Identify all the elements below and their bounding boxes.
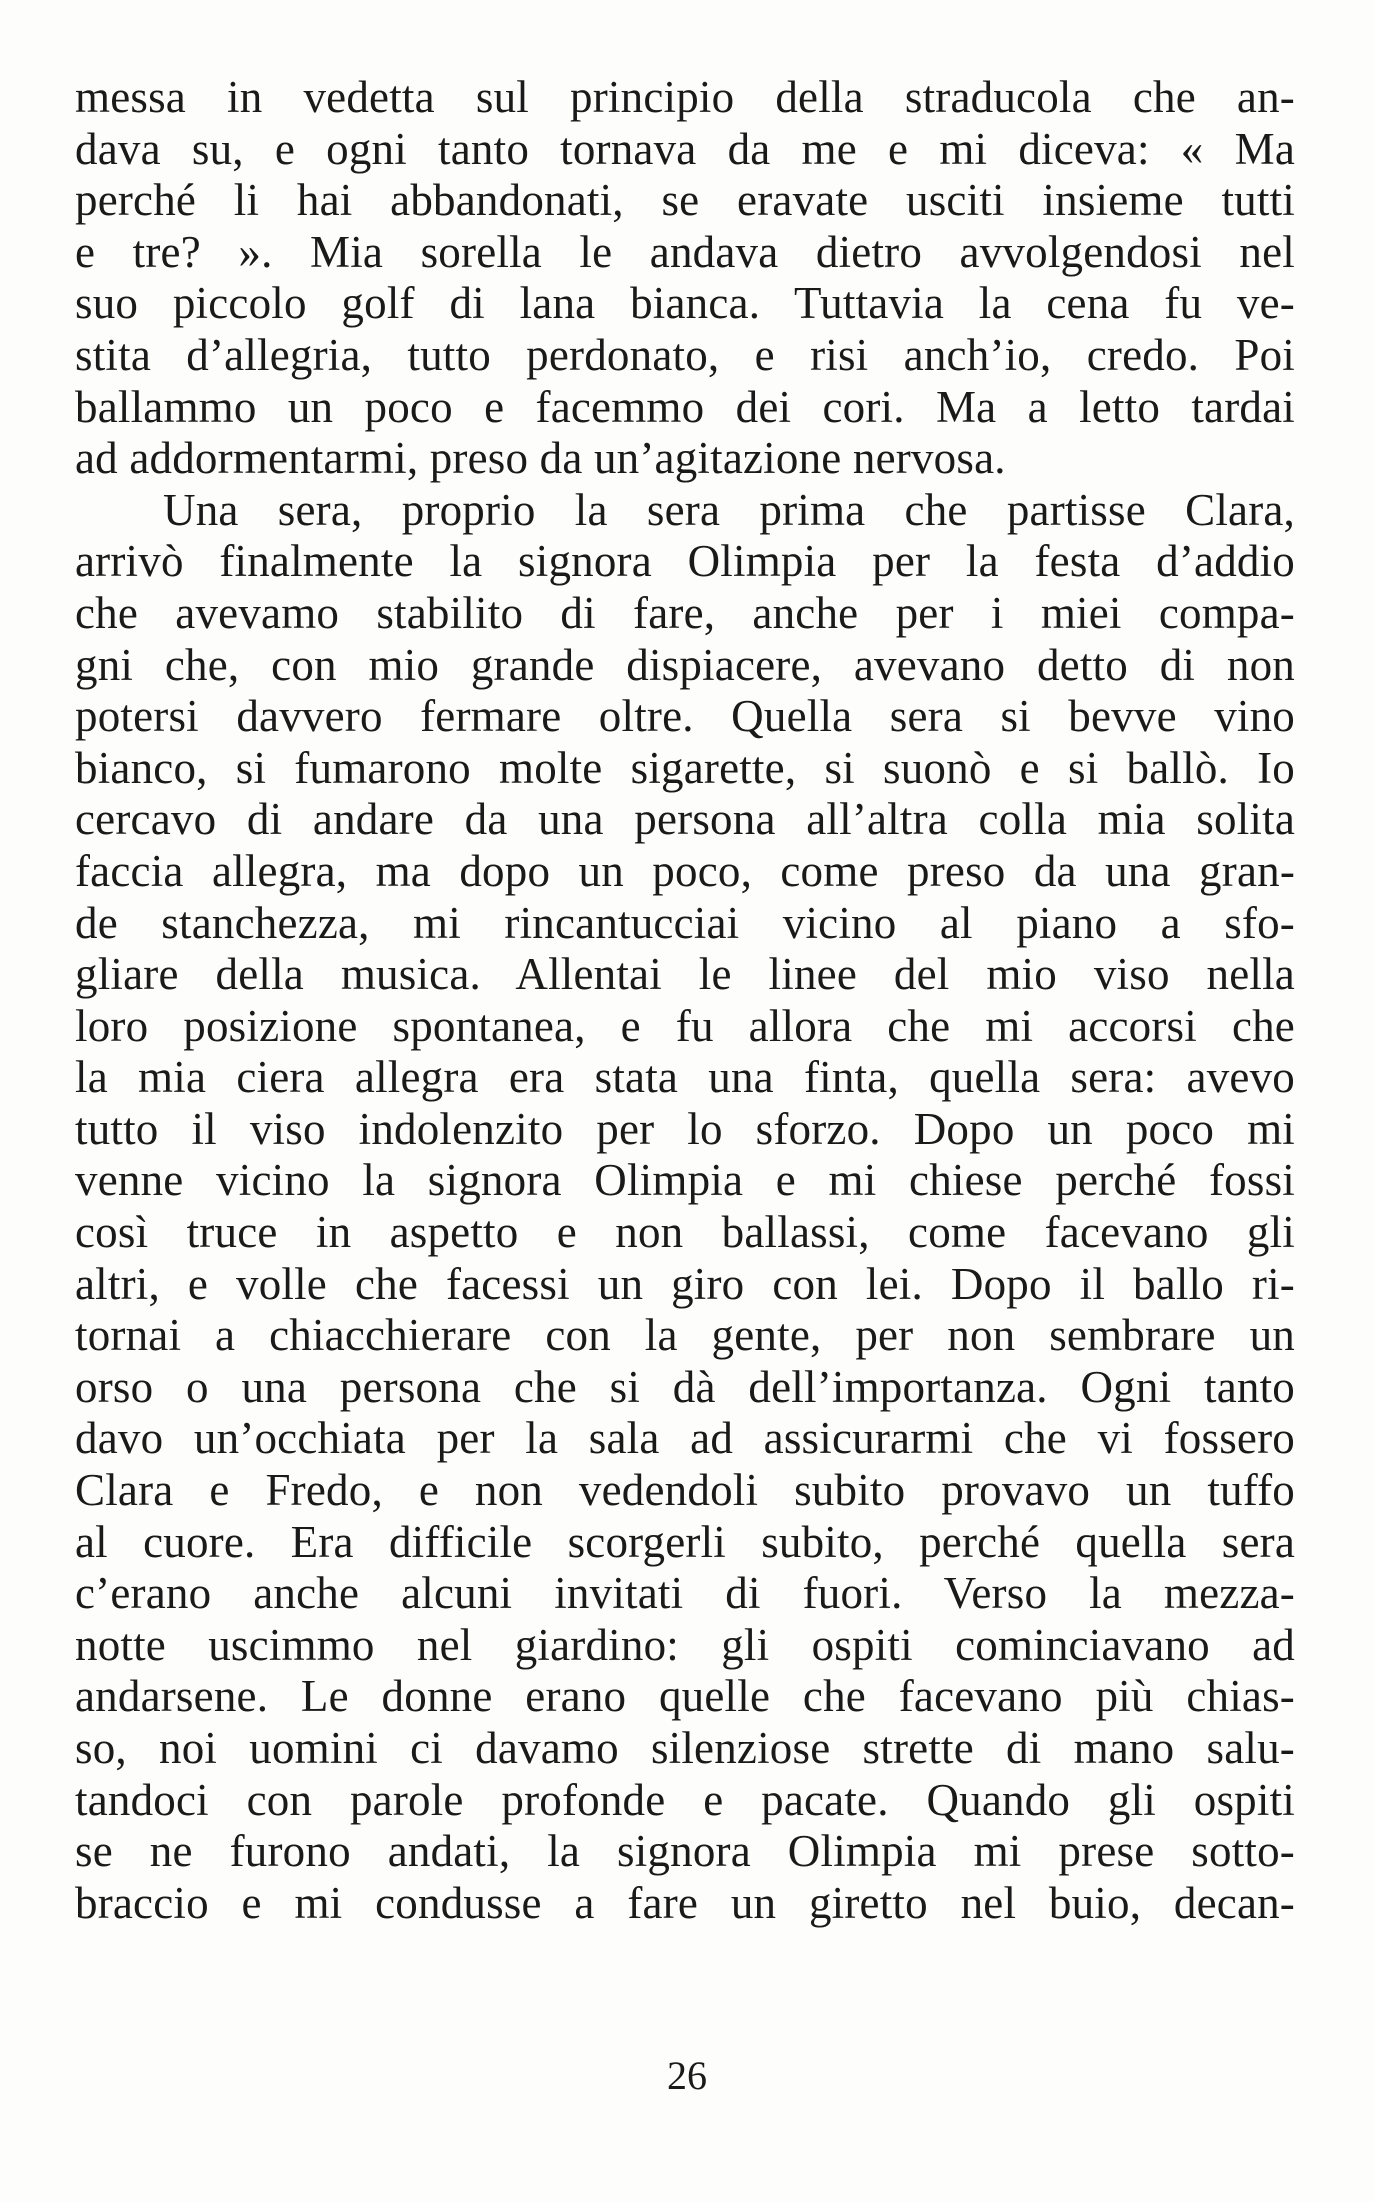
text-line: loro posizione spontanea, e fu allora che mi accorsi che [75, 1000, 1295, 1051]
text-line: stita d’allegria, tutto perdonato, e risi anch’io, credo. Poi [75, 329, 1295, 380]
text-line: tutto il viso indolenzito per lo sforzo. Dopo un poco mi [75, 1103, 1295, 1154]
paragraph-start-line: Una sera, proprio la sera prima che partisse Clara, [163, 484, 1295, 535]
text-line: notte uscimmo nel giardino: gli ospiti cominciavano ad [75, 1619, 1295, 1670]
text-line: messa in vedetta sul principio della straducola che an- [75, 72, 1295, 122]
text-line: ballammo un poco e facemmo dei cori. Ma a letto tardai [75, 381, 1295, 432]
text-line: andarsene. Le donne erano quelle che facevano più chias- [75, 1671, 1295, 1722]
text-line: dava su, e ogni tanto tornava da me e mi diceva: « Ma [75, 123, 1295, 174]
text-line: orso o una persona che si dà dell’importanza. Ogni tanto [75, 1361, 1295, 1412]
text-line: davo un’occhiata per la sala ad assicurarmi che vi fossero [75, 1413, 1295, 1464]
text-line: gni che, con mio grande dispiacere, avevano detto di non [75, 639, 1295, 690]
text-line: suo piccolo golf di lana bianca. Tuttavia la cena fu ve- [75, 278, 1295, 329]
text-line: gliare della musica. Allentai le linee del mio viso nella [75, 949, 1295, 1000]
text-line: venne vicino la signora Olimpia e mi chiese perché fossi [75, 1155, 1295, 1206]
text-line: se ne furono andati, la signora Olimpia mi prese sotto- [75, 1826, 1295, 1877]
text-line: altri, e volle che facessi un giro con lei. Dopo il ballo ri- [75, 1258, 1295, 1309]
text-line: arrivò finalmente la signora Olimpia per la festa d’addio [75, 536, 1295, 587]
text-line: so, noi uomini ci davamo silenziose strette di mano salu- [75, 1723, 1295, 1773]
text-line: potersi davvero fermare oltre. Quella sera si bevve vino [75, 691, 1295, 742]
body-text [75, 72, 1295, 1929]
page-number: 26 [667, 2053, 707, 2098]
text-line: braccio e mi condusse a fare un giretto nel buio, decan- [75, 1877, 1295, 1928]
text-line: cercavo di andare da una persona all’altra colla mia solita [75, 794, 1295, 845]
text-line: de stanchezza, mi rincantucciai vicino al piano a sfo- [75, 897, 1295, 948]
text-line: così truce in aspetto e non ballassi, come facevano gli [75, 1207, 1295, 1258]
text-line: ad addormentarmi, preso da un’agitazione nervosa. [75, 433, 1006, 484]
text-line: faccia allegra, ma dopo un poco, come preso da una gran- [75, 845, 1295, 896]
text-line: la mia ciera allegra era stata una finta, quella sera: avevo [75, 1052, 1295, 1103]
text-line: tandoci con parole profonde e pacate. Quando gli ospiti [75, 1774, 1295, 1825]
text-line: tornai a chiacchierare con la gente, per non sembrare un [75, 1310, 1295, 1361]
text-line: che avevamo stabilito di fare, anche per i miei compa- [75, 587, 1295, 638]
text-line: e tre? ». Mia sorella le andava dietro avvolgendosi nel [75, 226, 1295, 277]
text-line: Clara e Fredo, e non vedendoli subito provavo un tuffo [75, 1465, 1295, 1516]
text-line: bianco, si fumarono molte sigarette, si suonò e si ballò. Io [75, 742, 1295, 793]
text-line: al cuore. Era difficile scorgerli subito, perché quella sera [75, 1516, 1295, 1567]
text-line: perché li hai abbandonati, se eravate usciti insieme tutti [75, 175, 1295, 226]
text-line: c’erano anche alcuni invitati di fuori. Verso la mezza- [75, 1568, 1295, 1619]
